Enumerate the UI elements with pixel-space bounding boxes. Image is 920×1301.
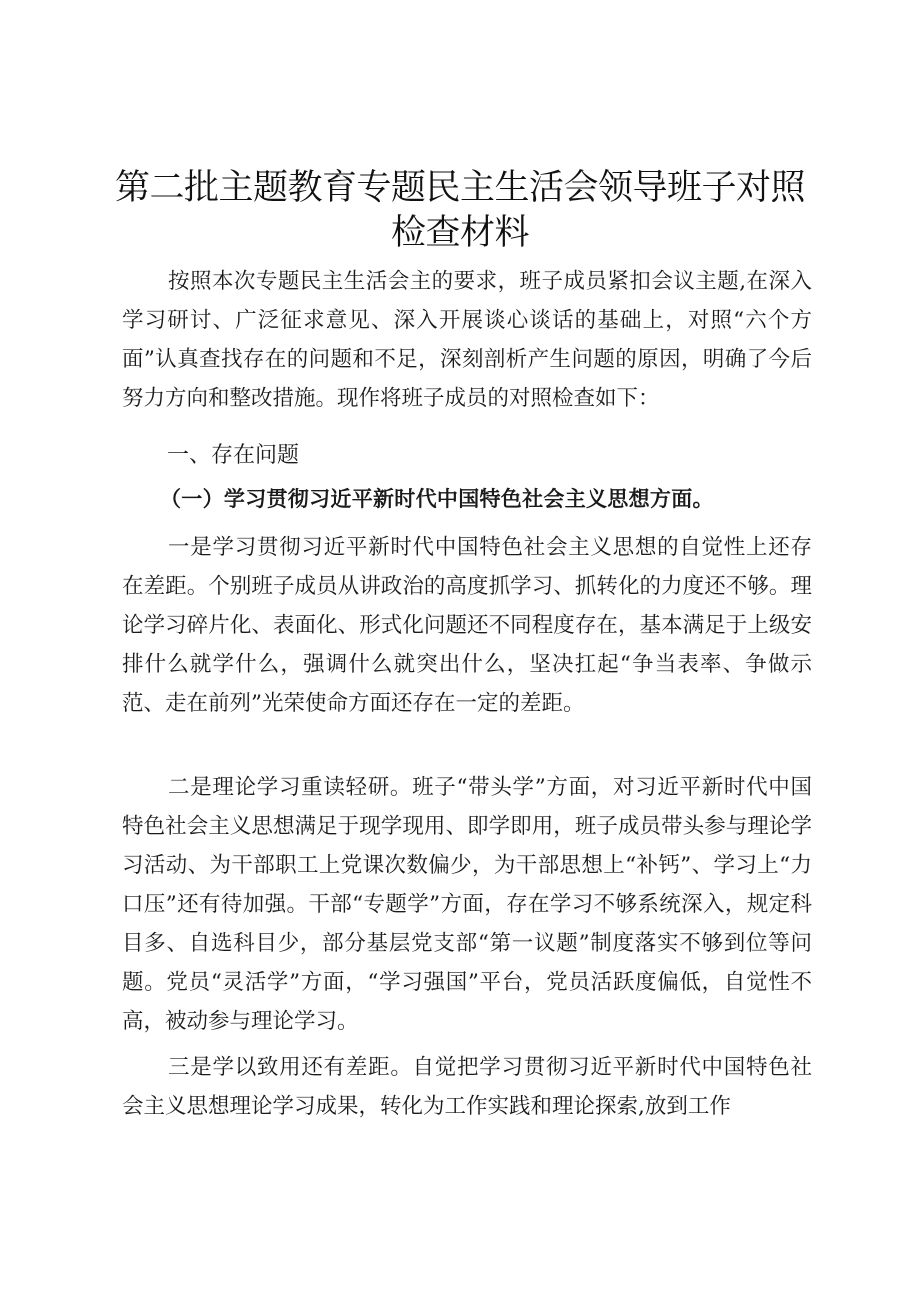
document-title-line-1: 第二批主题教育专题民主生活会领导班子对照 bbox=[114, 168, 805, 208]
section-heading-existing-problems: 一、存在问题 bbox=[167, 443, 300, 468]
point-1-block bbox=[122, 528, 812, 723]
point-2-block bbox=[122, 768, 812, 1041]
point-1-paragraph: 一是学习贯彻习近平新时代中国特色社会主义思想的自觉性上还存在差距。个别班子成员从讲政治的高度抓学习、抓转化的力度还不够。理论学习碎片化、表面化、形式化问题还不同程度存在，基本满足于上级安排什么就学什么，强调什么就突出什么，坚决扛起“争当表率、争做示范、走在前列”光荣使命方面还存在一定的差距。 bbox=[122, 535, 812, 716]
document-title-line-2: 检查材料 bbox=[390, 213, 529, 253]
point-3-block bbox=[122, 1048, 812, 1126]
point-3-paragraph: 三是学以致用还有差距。自觉把学习贯彻习近平新时代中国特色社会主义思想理论学习成果，转化为工作实践和理论探索,放到工作 bbox=[122, 1055, 812, 1119]
intro-block bbox=[122, 262, 812, 418]
point-2-paragraph: 二是理论学习重读轻研。班子“带头学”方面，对习近平新时代中国特色社会主义思想满足于现学现用、即学即用，班子成员带头参与理论学习活动、为干部职工上党课次数偏少，为干部思想上“补钙”、学习上“力口压”还有待加强。干部“专题学”方面，存在学习不够系统深入，规定科目多、自选科目少，部分基层党支部“第一议题”制度落实不够到位等问题。党员“灵活学”方面，“学习强国”平台，党员活跃度偏低，自觉性不高，被动参与理论学习。 bbox=[122, 775, 812, 1034]
intro-paragraph: 按照本次专题民主生活会主的要求，班子成员紧扣会议主题,在深入学习研讨、广泛征求意见、深入开展谈心谈话的基础上，对照“六个方面”认真查找存在的问题和不足，深刻剖析产生问题的原因，明确了今后努力方向和整改措施。现作将班子成员的对照检查如下： bbox=[122, 269, 812, 411]
subsection-heading-study: （一）学习贯彻习近平新时代中国特色社会主义思想方面。 bbox=[160, 487, 714, 511]
